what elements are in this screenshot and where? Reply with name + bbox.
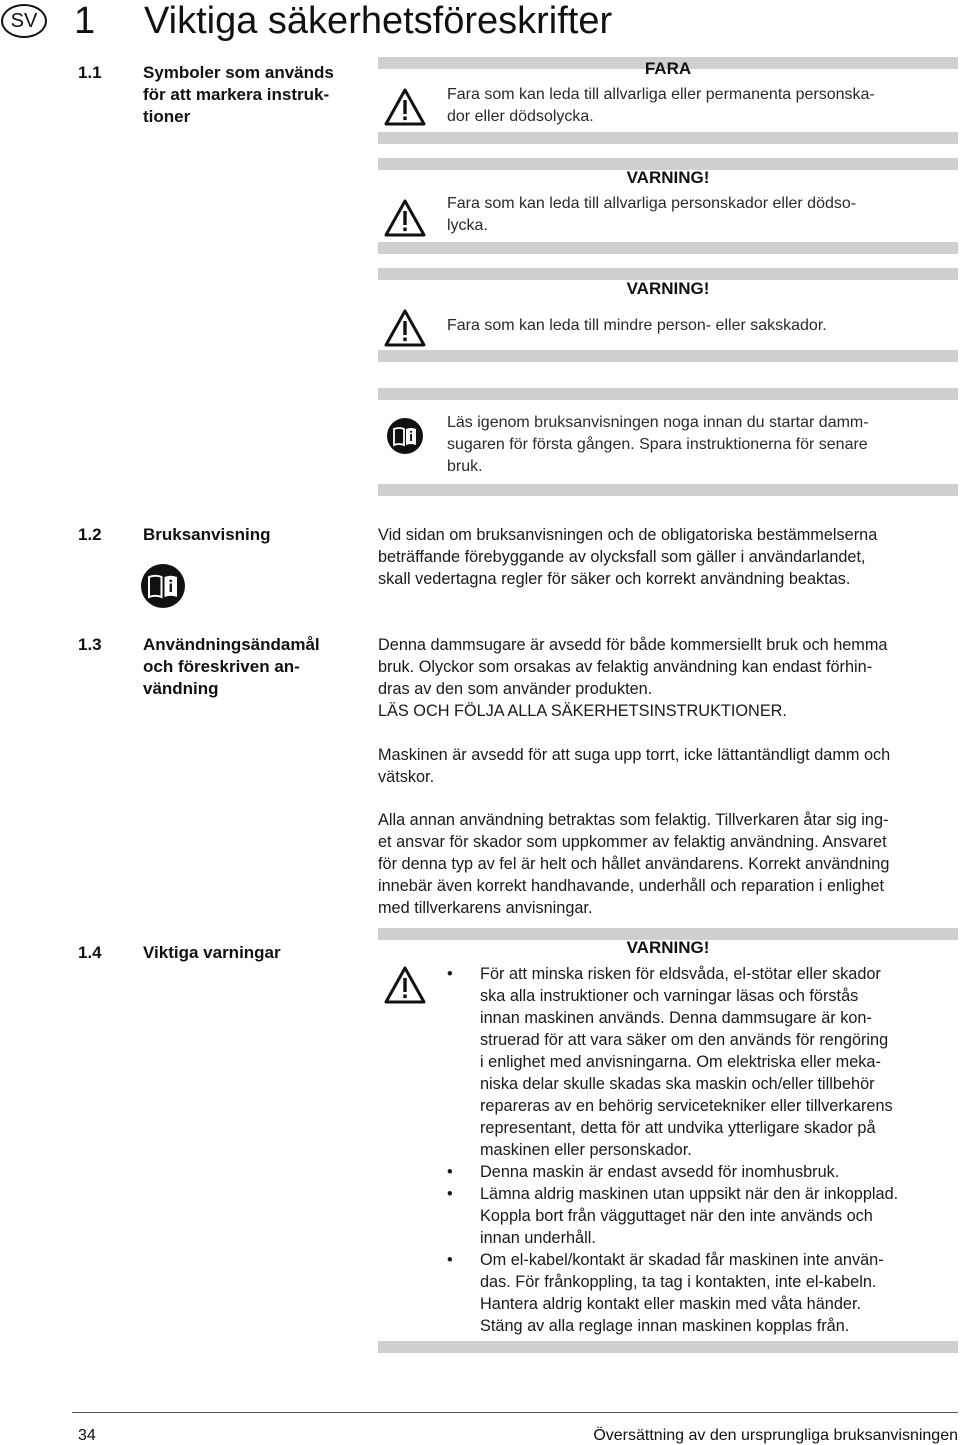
caution-triangle-icon [384,309,426,352]
bruksanvisning-text: Vid sidan om bruksanvisningen och de obligatoriska bestämmelserna beträffande förebyggande av olycksfall som gäller i användarlandet, skall vedertagna regler för säker och korrekt användning beaktas. [378,526,878,588]
varning2-box-bottom-bar [378,350,958,362]
section-1-1-title: Symboler som används för att markera instruk- tioner [143,63,334,126]
list-item: • Denna maskin är endast avsedd för inomhusbruk. [447,1161,952,1183]
manual-description: Läs igenom bruksanvisningen noga innan du startar damm- sugaren för första gången. Spara instruktionerna för senare bruk. [447,414,869,475]
chapter-title: Viktiga säkerhetsföreskrifter [144,0,613,42]
varning1-description: Fara som kan leda till allvarliga personskador eller dödso- lycka. [447,195,857,234]
section-1-2-title: Bruksanvisning [143,525,271,544]
list-item: • Lämna aldrig maskinen utan uppsikt när den är inkopplad. Koppla bort från vägguttaget när den inte används och innan underhåll. [447,1183,952,1249]
warning-triangle-icon [384,199,426,242]
varning2-heading: VARNING! [626,279,710,298]
read-manual-icon-section [141,564,185,613]
footer-rule [72,1412,958,1413]
section-1-4-number: 1.4 [78,943,102,962]
important-warning-triangle-icon [384,966,426,1009]
section-1-4-title: Viktiga varningar [143,943,281,962]
list-item: • För att minska risken för eldsvåda, el-stötar eller skador ska alla instruktioner och varningar läsas och förstås innan maskinen används. Denna dammsugare är kon- struerad för att vara säker om den används för rengöring i enlighet med anvisningarna. Om elektriska eller meka- niska delar skulle skadas ska maskin och/eller tillbehör repareras av en behörig servicetekniker eller tillverkarens representant, detta för att undvika ytterligare skador på maskinen eller personskador. [447,963,952,1161]
fara-description: Fara som kan leda till allvarliga eller permanenta personska- dor eller dödsolycka. [447,86,875,125]
anvandning-paragraph-2: Maskinen är avsedd för att suga upp torrt, icke lättantändligt damm och vätskor. [378,746,891,786]
varning2-description: Fara som kan leda till mindre person- eller sakskador. [447,317,827,334]
section-1-3-number: 1.3 [78,635,102,654]
varning1-box-bottom-bar [378,242,958,254]
list-item: • Om el-kabel/kontakt är skadad får maskinen inte använ- das. För frånkoppling, ta tag i kontakten, inte el-kabeln. Hantera aldrig kontakt eller maskin med våta händer. Stäng av alla reglage innan maskinen kopplas från. [447,1249,952,1337]
anvandning-paragraph-1: Denna dammsugare är avsedd för både kommersiellt bruk och hemma bruk. Olyckor som orsakas av felaktig användning kan endast förhin- dras av den som använder produkten. LÄS OCH FÖLJA ALLA SÄKERHETSINSTRUKTIONER. [378,636,888,720]
warnings-list [447,963,952,1337]
warnings-box-bottom-bar [378,1341,958,1353]
fara-box-bottom-bar [378,132,958,144]
danger-warning-triangle-icon [384,88,426,131]
page-number: 34 [78,1427,96,1444]
fara-heading: FARA [644,59,692,78]
language-badge: SV [1,4,47,38]
read-manual-icon [387,418,423,459]
anvandning-paragraph-3: Alla annan användning betraktas som felaktig. Tillverkaren åtar sig ing- et ansvar för skador som uppkommer av felaktig användning. Ansvaret för denna typ av fel är helt och hållet användarens. Korrekt användning innebär även korrekt handhavande, underhåll och reparation i enlighet med tillverkarens anvisningar. [378,811,890,917]
manual-box-top-bar [378,388,958,400]
chapter-number: 1 [74,0,96,42]
warnings-heading: VARNING! [626,938,710,957]
section-1-1-number: 1.1 [78,63,102,82]
footer-title: Översättning av den ursprungliga bruksanvisningen [593,1427,958,1444]
varning1-heading: VARNING! [626,168,710,187]
section-1-3-title: Användningsändamål och föreskriven an- vändning [143,635,320,698]
manual-box-bottom-bar [378,484,958,496]
section-1-2-number: 1.2 [78,525,102,544]
